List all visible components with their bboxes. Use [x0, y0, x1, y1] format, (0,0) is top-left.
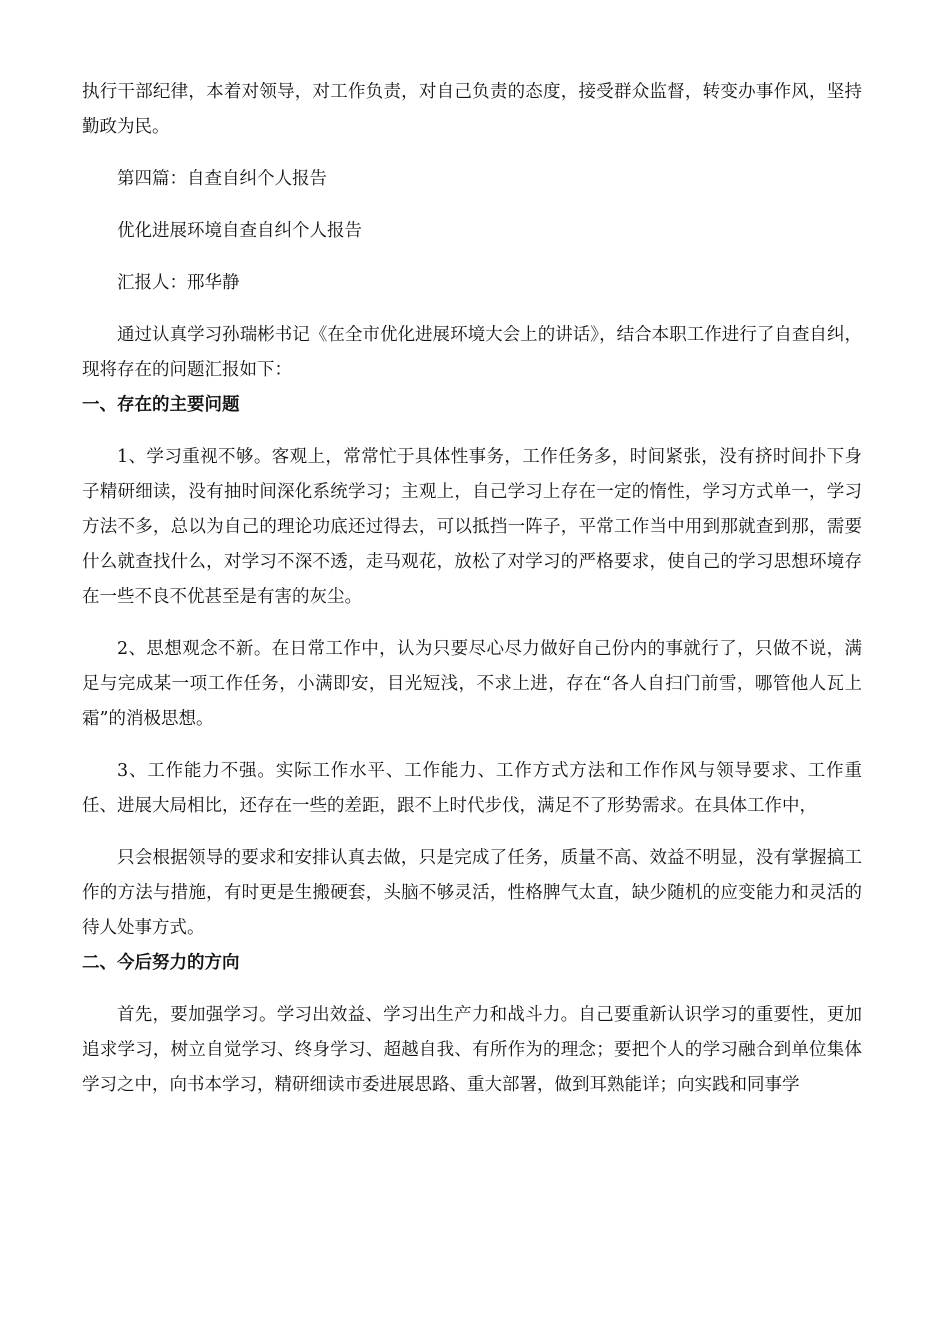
- section-heading-directions: 二、今后努力的方向: [82, 953, 240, 973]
- intro-paragraph: 通过认真学习孙瑞彬书记《在全市优化进展环境大会上的讲话》，结合本职工作进行了自查自纠，现将存在的问题汇报如下：: [82, 325, 862, 380]
- problem-item-3-continuation: 只会根据领导的要求和安排认真去做，只是完成了任务，质量不高、效益不明显，没有掌握搞工作的方法与措施，有时更是生搬硬套，头脑不够灵活，性格脾气太直，缺少随机的应变能力和灵活的待人处事方式。: [82, 848, 862, 938]
- direction-paragraph-1: 首先，要加强学习。学习出效益、学习出生产力和战斗力。自己要重新认识学习的重要性，更加追求学习，树立自觉学习、终身学习、超越自我、有所作为的理念；要把个人的学习融合到单位集体学习之中，向书本学习，精研细读市委进展思路、重大部署，做到耳熟能详；向实践和同事学: [82, 1005, 862, 1095]
- problem-item-3: 3、工作能力不强。实际工作水平、工作能力、工作方式方法和工作作风与领导要求、工作重任、进展大局相比，还存在一些的差距，跟不上时代步伐，满足不了形势需求。在具体工作中，: [82, 761, 862, 816]
- reporter-line: 汇报人：邢华静: [117, 273, 240, 293]
- problem-item-2: 2、思想观念不新。在日常工作中，认为只要尽心尽力做好自己份内的事就行了，只做不说，满足与完成某一项工作任务，小满即安，目光短浅，不求上进，存在“各人自扫门前雪，哪管他人瓦上霜”的消极思想。: [82, 639, 862, 729]
- document-page: [82, 75, 862, 1103]
- paragraph-continuation: 执行干部纪律，本着对领导，对工作负责，对自己负责的态度，接受群众监督，转变办事作风，坚持勤政为民。: [82, 82, 862, 137]
- report-title: 优化进展环境自查自纠个人报告: [117, 221, 362, 241]
- chapter-title: 第四篇：自查自纠个人报告: [117, 169, 327, 189]
- problem-item-1: 1、学习重视不够。客观上，常常忙于具体性事务，工作任务多，时间紧张，没有挤时间扑下身子精研细读，没有抽时间深化系统学习；主观上，自己学习上存在一定的惰性，学习方式单一，学习方法不多，总以为自己的理论功底还过得去，可以抵挡一阵子，平常工作当中用到那就查到那，需要什么就查找什么，对学习不深不透，走马观花，放松了对学习的严格要求，使自己的学习思想环境存在一些不良不优甚至是有害的灰尘。: [82, 447, 862, 607]
- section-heading-problems: 一、存在的主要问题: [82, 395, 240, 415]
